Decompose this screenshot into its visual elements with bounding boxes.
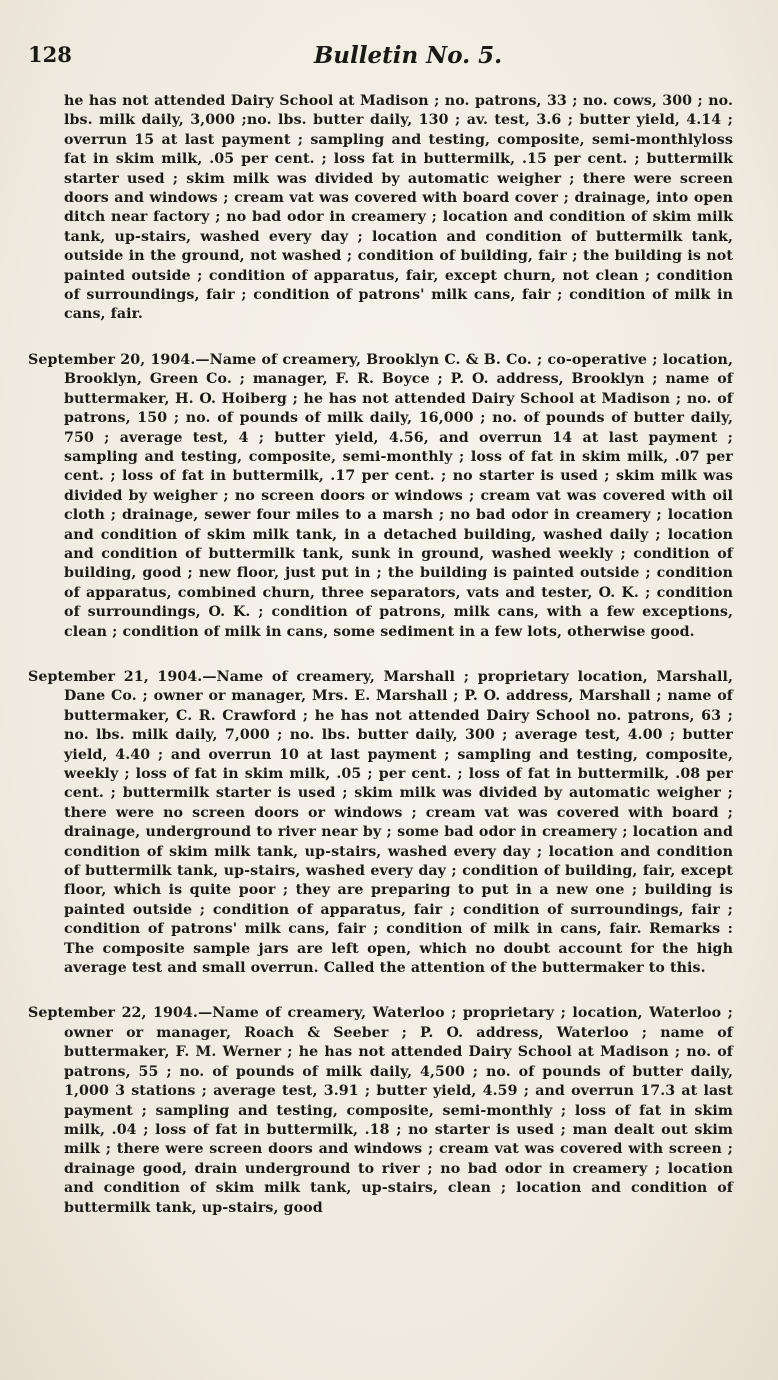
paragraph-continuation: he has not attended Dairy School at Madison ; no. patrons, 33 ; no. cows, 300 ; no. lbs. milk daily, 3,000 ;no. lbs. butter daily, 130 ; av. test, 3.6 ; butter yield, 4.14 ; overrun 15 at last payment ; sampling and testing, composite, semi-monthlyloss fat in skim milk, .05 per cent. ; loss fat in buttermilk, .15 per cent. ; buttermilk starter used ; skim milk was divided by automatic weigher ; there were screen doors and windows ; cream vat was covered with board cover ; drainage, into open ditch near factory ; no bad odor in creamery ; location and condition of skim milk tank, up-stairs, washed every day ; location and condition of buttermilk tank, outside in the ground, not washed ; condition of building, fair ; the building is not painted outside ; condition of apparatus, fair, except churn, not clean ; condition of surroundings, fair ; condition of patrons' milk cans, fair ; condition of milk in cans, fair. [64, 93, 733, 323]
running-title: Bulletin No. 5. [313, 42, 503, 69]
page-header [28, 42, 738, 76]
paragraph-sept-21-marshall: September 21, 1904.—Name of creamery, Marshall ; proprietary location, Marshall, Dane Co. ; owner or manager, Mrs. E. Marshall ; P. O. address, Marshall ; name of buttermaker, C. R. Crawford ; he has not attended Dairy School no. patrons, 63 ; no. lbs. milk daily, 7,000 ; no. lbs. butter daily, 300 ; average test, 4.00 ; butter yield, 4.40 ; and overrun 10 at last payment ; sampling and testing, composite, weekly ; loss of fat in skim milk, .05 ; per cent. ; loss of fat in buttermilk, .08 per cent. ; buttermilk starter is used ; skim milk was divided by automatic weigher ; there were no screen doors or windows ; cream vat was covered with board ; drainage, underground to river near by ; some bad odor in creamery ; location and condition of skim milk tank, up-stairs, washed every day ; location and condition of buttermilk tank, up-stairs, washed every day ; condition of building, fair, except floor, which is quite poor ; they are preparing to put in a new one ; building is painted outside ; condition of apparatus, fair ; condition of surroundings, fair ; condition of patrons' milk cans, fair ; condition of milk in cans, fair. Remarks : The composite sample jars are left open, which no doubt account for the high average test and small overrun. Called the attention of the buttermaker to this. [28, 668, 733, 977]
paragraph-sept-22-waterloo: September 22, 1904.—Name of creamery, Waterloo ; proprietary ; location, Waterloo ; owner or manager, Roach & Seeber ; P. O. address, Waterloo ; name of buttermaker, F. M. Werner ; he has not attended Dairy School at Madison ; no. of patrons, 55 ; no. of pounds of milk daily, 4,500 ; no. of pounds of butter daily, 1,000 3 stations ; average test, 3.91 ; butter yield, 4.59 ; and overrun 17.3 at last payment ; sampling and testing, composite, semi-monthly ; loss of fat in skim milk, .04 ; loss of fat in buttermilk, .18 ; no starter is used ; man dealt out skim milk ; there were screen doors and windows ; cream vat was covered with screen ; drainage good, drain underground to river ; no bad odor in creamery ; location and condition of skim milk tank, up-stairs, clean ; location and condition of buttermilk tank, up-stairs, good [28, 1005, 733, 1216]
page-number: 128 [28, 42, 72, 67]
paragraph-sept-20-brooklyn: September 20, 1904.—Name of creamery, Brooklyn C. & B. Co. ; co-operative ; location, Brooklyn, Green Co. ; manager, F. R. Boyce ; P. O. address, Brooklyn ; name of buttermaker, H. O. Hoiberg ; he has not attended Dairy School at Madison ; no. of patrons, 150 ; no. of pounds of milk daily, 16,000 ; no. of pounds of butter daily, 750 ; average test, 4 ; butter yield, 4.56, and overrun 14 at last payment ; sampling and testing, composite, semi-monthly ; loss of fat in skim milk, .07 per cent. ; loss of fat in buttermilk, .17 per cent. ; no starter is used ; skim milk was divided by weigher ; no screen doors or windows ; cream vat was covered with oil cloth ; drainage, sewer four miles to a marsh ; no bad odor in creamery ; location and condition of skim milk tank, in a detached building, washed daily ; location and condition of buttermilk tank, sunk in ground, washed weekly ; condition of building, good ; new floor, just put in ; the building is painted outside ; condition of apparatus, combined churn, three separators, vats and tester, O. K. ; condition of surroundings, O. K. ; condition of patrons, milk cans, with a few exceptions, clean ; condition of milk in cans, some sediment in a few lots, otherwise good. [28, 351, 733, 640]
page-body [28, 92, 733, 1244]
